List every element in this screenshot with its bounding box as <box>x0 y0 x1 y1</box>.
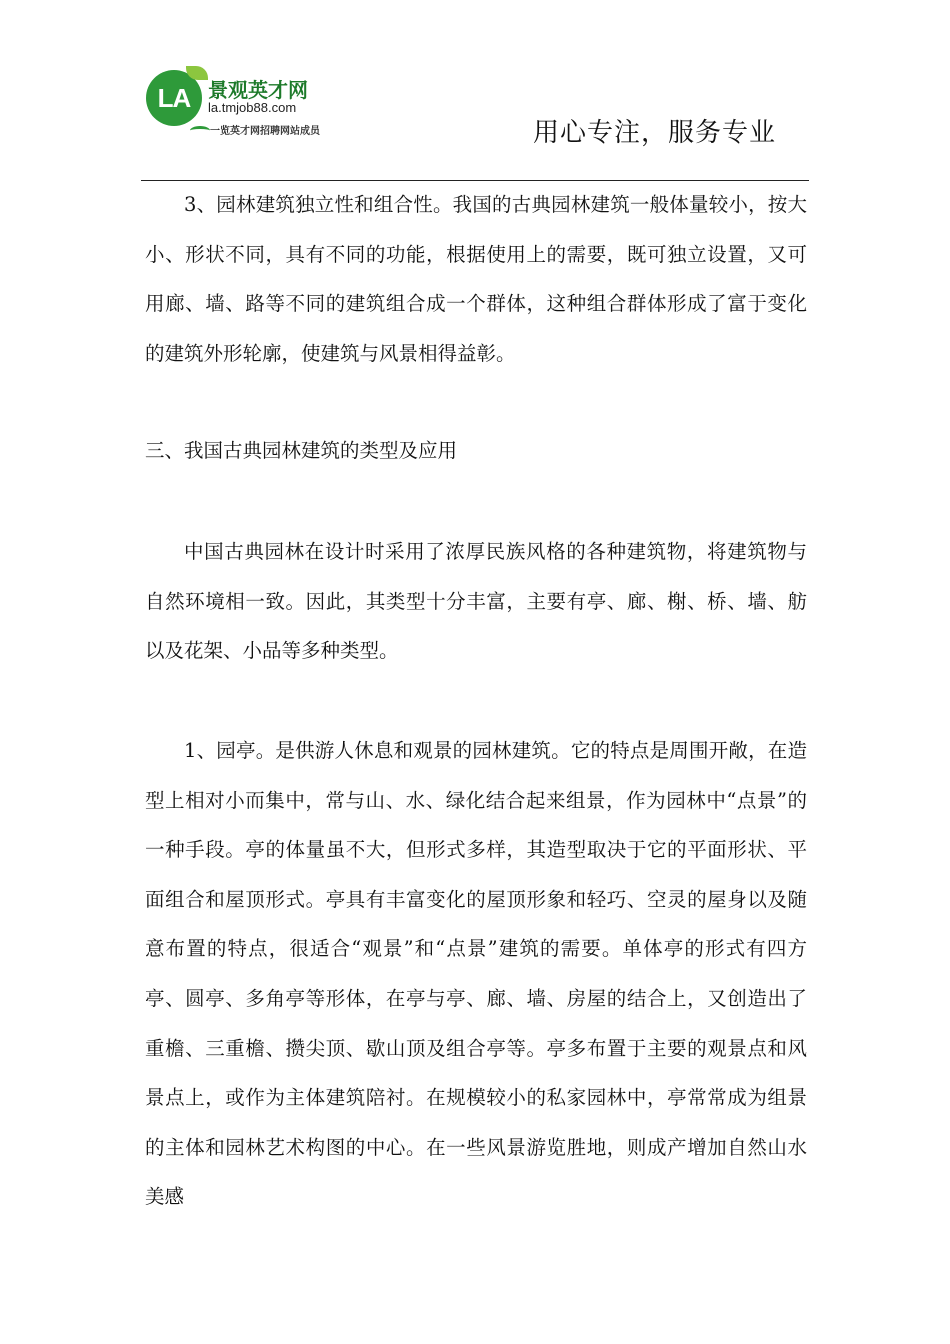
site-logo[interactable] <box>146 66 376 146</box>
section-heading: 三、我国古典园林建筑的类型及应用 <box>145 439 458 462</box>
header-slogan: 用心专注，服务专业 <box>533 118 777 148</box>
logo-mark: LA <box>146 70 202 126</box>
paragraph-pavilion: 1、园亭。是供游人休息和观景的园林建筑。它的特点是周围开敞，在造型上相对小而集中，常与山、水、绿化结合起来组景，作为园林中“点景”的一种手段。亭的体量虽不大，但形式多样，其造型取决于它的平面形状、平面组合和屋顶形式。亭具有丰富变化的屋顶形象和轻巧、空灵的屋身以及随意布置的特点，很适合“观景”和“点景”建筑的需要。单体亭的形式有四方亭、圆亭、多角亭等形体，在亭与亭、廊、墙、房屋的结合上，又创造出了重檐、三重檐、攒尖顶、歇山顶及组合亭等。亭多布置于主要的观景点和风景点上，或作为主体建筑陪衬。在规模较小的私家园林中，亭常常成为组景的主体和园林艺术构图的中心。在一些风景游览胜地，则成产增加自然山水美感 <box>145 739 807 1209</box>
paragraph-independence: 3、园林建筑独立性和组合性。我国的古典园林建筑一般体量较小，按大小、形状不同，具有不同的功能，根据使用上的需要，既可独立设置，又可用廊、墙、路等不同的建筑组合成一个群体，这种组合群体形成了富于变化的建筑外形轮廓，使建筑与风景相得益彰。 <box>145 193 807 365</box>
swoosh-icon <box>190 126 210 135</box>
logo-url: la.tmjob88.com <box>208 100 297 115</box>
paragraph-intro: 中国古典园林在设计时采用了浓厚民族风格的各种建筑物，将建筑物与自然环境相一致。因此，其类型十分丰富，主要有亭、廊、榭、桥、墙、舫以及花架、小品等多种类型。 <box>145 540 807 663</box>
logo-site-name: 景观英才网 <box>208 78 308 102</box>
logo-tagline: 一览英才网招聘网站成员 <box>210 126 320 137</box>
